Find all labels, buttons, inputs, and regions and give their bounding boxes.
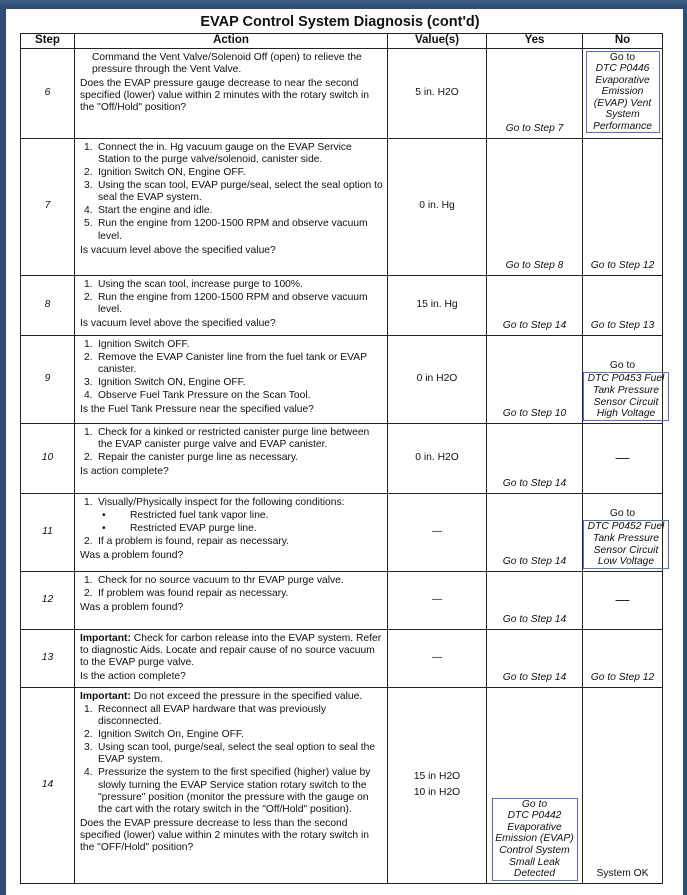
table-header-row	[21, 34, 663, 49]
yes-link[interactable]: Go to Step 8	[487, 138, 583, 275]
list-item: 5. Run the engine from 1200-1500 RPM and observe vacuum level.	[84, 218, 368, 242]
table-row-step-11	[21, 493, 663, 571]
important-note	[80, 633, 383, 669]
action-list	[80, 427, 383, 464]
page-title: EVAP Control System Diagnosis (cont'd)	[200, 14, 480, 30]
list-item: 2. If a problem is found, repair as necessary.	[84, 535, 289, 547]
dtc-link-text: DTC P0442 Evaporative Emission (EVAP) Control System Small Leak Detected	[495, 810, 574, 880]
list-item: 1. Visually/Physically inspect for the following conditions: • Restricted fuel tank vapor line. • Restricted EVAP purge line.	[80, 497, 383, 535]
list-item: 3. Using scan tool, purge/seal, select the seal option to seal the EVAP system.	[84, 742, 376, 766]
list-item: 3. Ignition Switch ON, Engine OFF.	[84, 376, 246, 388]
value-cell: —	[388, 629, 487, 687]
header-values: Value(s)	[388, 34, 487, 49]
value-cell: 0 in. Hg	[388, 138, 487, 275]
action-cell	[75, 48, 388, 138]
no-cell-dash: —	[583, 423, 663, 493]
yes-link[interactable]: Go to Step 14	[487, 571, 583, 629]
yes-link[interactable]: Go to Step 14	[487, 493, 583, 571]
bullet-item: • Restricted EVAP purge line.	[112, 523, 383, 535]
step-number: 8	[21, 275, 75, 335]
no-link-dtc-p0452[interactable]: DTC P0452 Fuel Tank Pressure Sensor Circuit Low Voltage	[583, 520, 669, 568]
table-row-step-9	[21, 335, 663, 423]
table-row-step-6	[21, 48, 663, 138]
list-item: 1. Using the scan tool, increase purge to 100%.	[84, 278, 303, 290]
no-link[interactable]: Go to Step 12	[583, 629, 663, 687]
yes-cell	[487, 687, 583, 883]
no-cell-dash: —	[583, 571, 663, 629]
no-cell	[583, 48, 663, 138]
list-item: 1. Check for no source vacuum to thr EVAP purge valve.	[84, 574, 344, 586]
action-cell	[75, 629, 388, 687]
header-step: Step	[21, 34, 75, 49]
action-question: Does the EVAP pressure gauge decrease to near the second specified (lower) value within 2 minutes with the rotary switch in the "Off/Hold" position?	[80, 77, 370, 114]
go-to-label: Go to	[609, 508, 636, 520]
action-question: Was a problem found?	[80, 550, 184, 562]
go-to-label: Go to	[609, 51, 636, 63]
action-text: Command the Vent Valve/Solenoid Off (open) to relieve the pressure through the Vent Valve.	[92, 51, 362, 75]
table-row-step-12	[21, 571, 663, 629]
important-text: Do not exceed the pressure in the specified value.	[133, 690, 363, 702]
action-cell	[75, 275, 388, 335]
action-question: Is the Fuel Tank Pressure near the specified value?	[80, 404, 314, 416]
action-question: Is vacuum level above the specified value?	[80, 317, 276, 329]
important-label: Important:	[80, 690, 131, 702]
header-no: No	[583, 34, 663, 49]
value-cell: —	[388, 493, 487, 571]
no-cell	[583, 335, 663, 423]
no-link-dtc-p0446[interactable]	[586, 51, 660, 134]
list-item: 2. If problem was found repair as necessary.	[84, 587, 289, 599]
list-item: 4. Observe Fuel Tank Pressure on the Scan Tool.	[84, 390, 311, 402]
list-item: 1. Ignition Switch OFF.	[84, 338, 190, 350]
no-link[interactable]: Go to Step 12	[583, 138, 663, 275]
action-list	[80, 279, 383, 316]
no-link[interactable]: Go to Step 13	[583, 275, 663, 335]
yes-link[interactable]: Go to Step 14	[487, 629, 583, 687]
list-item: 2. Ignition Switch ON, Engine OFF.	[84, 166, 246, 178]
value-cell: 5 in. H2O	[388, 48, 487, 138]
header-yes: Yes	[487, 34, 583, 49]
step-number: 6	[21, 48, 75, 138]
table-row-step-10	[21, 423, 663, 493]
dtc-link-text: DTC P0446 Evaporative Emission (EVAP) Vent System Performance	[593, 63, 652, 132]
step-number: 12	[21, 571, 75, 629]
step-number: 11	[21, 493, 75, 571]
go-to-label: Go to	[521, 798, 548, 810]
step-number: 7	[21, 138, 75, 275]
bullet-item: • Restricted fuel tank vapor line.	[112, 510, 383, 522]
list-item: 4. Start the engine and idle.	[84, 205, 213, 217]
action-list	[80, 575, 383, 600]
yes-link[interactable]: Go to Step 7	[487, 48, 583, 138]
action-question: Is the action complete?	[80, 670, 186, 682]
value-second: 10 in H2O	[413, 786, 461, 798]
important-label: Important:	[80, 632, 131, 644]
action-list	[80, 339, 383, 403]
action-question: Does the EVAP pressure decrease to less than the second specified (lower) value within 2 minutes with the rotary switch in the "OFF/Hold" position?	[80, 817, 370, 854]
action-list	[80, 497, 383, 549]
action-cell	[75, 493, 388, 571]
value-first: 15 in H2O	[413, 771, 461, 783]
no-cell	[583, 493, 663, 571]
action-cell	[75, 335, 388, 423]
list-item: 1. Check for a kinked or restricted canister purge line between the EVAP canister purge valve and EVAP canister.	[84, 426, 370, 450]
list-item: 2. Run the engine from 1200-1500 RPM and observe vacuum level.	[84, 291, 368, 315]
action-cell	[75, 423, 388, 493]
table-row-step-13	[21, 629, 663, 687]
list-item: 2. Ignition Switch On, Engine OFF.	[84, 728, 244, 740]
table-row-step-8	[21, 275, 663, 335]
action-cell	[75, 138, 388, 275]
important-text: Check for carbon release into the EVAP system. Refer to diagnostic Aids. Locate and repair cause of no source vacuum to the EVAP purge valve.	[80, 632, 382, 668]
diagnosis-table	[20, 33, 663, 884]
no-link-dtc-p0453[interactable]: DTC P0453 Fuel Tank Pressure Sensor Circuit High Voltage	[583, 372, 669, 420]
yes-link[interactable]: Go to Step 10	[487, 335, 583, 423]
step-number: 13	[21, 629, 75, 687]
list-item: 2. Repair the canister purge line as necessary.	[84, 451, 299, 463]
action-question: Was a problem found?	[80, 601, 184, 613]
value-cell: —	[388, 571, 487, 629]
table-row-step-7	[21, 138, 663, 275]
action-cell	[75, 571, 388, 629]
value-cell: 15 in. Hg	[388, 275, 487, 335]
list-item: 1. Connect the in. Hg vacuum gauge on the EVAP Service Station to the purge valve/solenoid, canister side.	[84, 141, 352, 165]
list-item: 2. Remove the EVAP Canister line from the fuel tank or EVAP canister.	[84, 351, 367, 375]
window-right-border	[683, 9, 687, 895]
step-number: 10	[21, 423, 75, 493]
list-item: 1. Reconnect all EVAP hardware that was previously disconnected.	[84, 703, 326, 727]
list-item: 4. Pressurize the system to the first specified (higher) value by slowly turning the EVAP Service station rotary switch to the "pressure" position (monitor the pressure with the gauge on the cart with the rotary switch in the "Off/Hold" position).	[84, 767, 371, 815]
window-left-border	[0, 9, 6, 895]
step-number: 14	[21, 687, 75, 883]
action-list	[80, 142, 383, 243]
go-to-label: Go to	[609, 360, 636, 372]
action-list	[80, 704, 383, 816]
yes-link-dtc-p0442[interactable]	[492, 798, 578, 881]
header-action: Action	[75, 34, 388, 49]
no-cell-system-ok: System OK	[583, 687, 663, 883]
table-row-step-14	[21, 687, 663, 883]
bullet-list	[98, 510, 383, 535]
action-question: Is action complete?	[80, 465, 169, 477]
yes-link[interactable]: Go to Step 14	[487, 275, 583, 335]
action-question: Is vacuum level above the specified value?	[80, 244, 276, 256]
window-top-bar	[0, 0, 687, 9]
step-number: 9	[21, 335, 75, 423]
yes-link[interactable]: Go to Step 14	[487, 423, 583, 493]
important-note	[80, 691, 383, 703]
action-cell	[75, 687, 388, 883]
list-item: 3. Using the scan tool, EVAP purge/seal, select the seal option to seal the EVAP system.	[84, 179, 383, 204]
value-cell: 0 in. H2O	[388, 423, 487, 493]
value-cell: 0 in H2O	[388, 335, 487, 423]
value-cell	[388, 687, 487, 883]
